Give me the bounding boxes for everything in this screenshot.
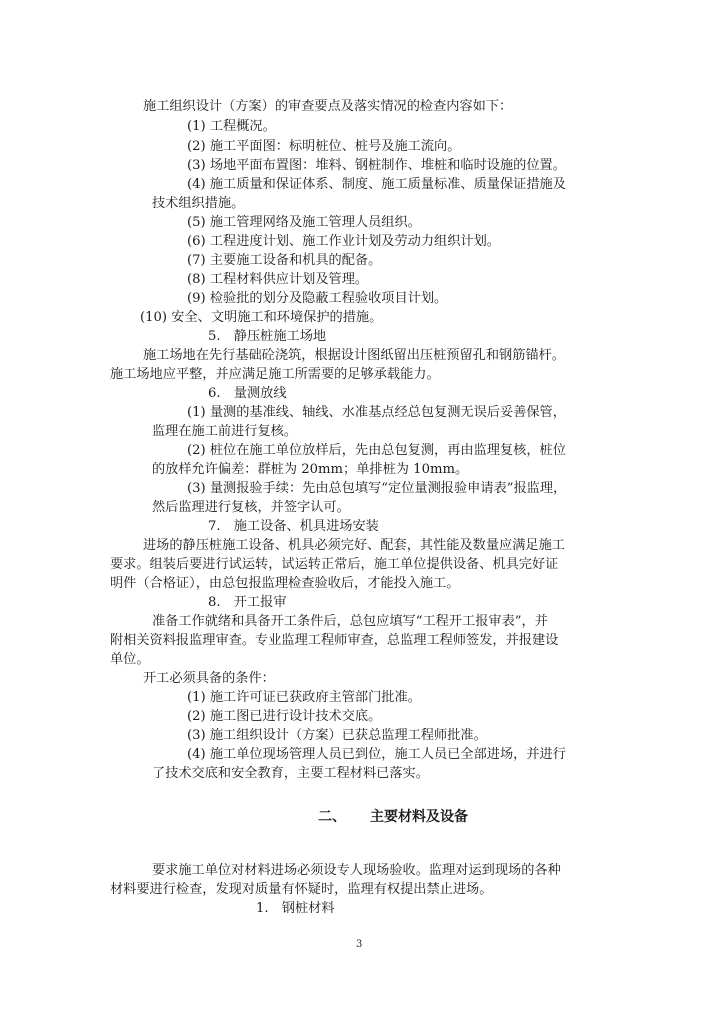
materials-line-2: 材料要进行检查，发现对质量有怀疑时，监理有权提出禁止进场。 xyxy=(110,882,493,897)
start-line-2: 附相关资料报监理审查。专业监理工程师审查，总监理工程师签发，并报建设 xyxy=(110,633,559,648)
review-item-5: (5) 施工管理网络及施工管理人员组织。 xyxy=(187,215,421,230)
equipment-line-1: 进场的静压桩施工设备、机具必须完好、配套，其性能及数量应满足施工 xyxy=(143,538,565,553)
section-2-title: 主要材料及设备 xyxy=(370,809,468,825)
survey-heading: 6. 量测放线 xyxy=(208,386,287,401)
site-heading: 5. 静压桩施工场地 xyxy=(208,329,327,344)
condition-item-2: (2) 施工图已进行设计技术交底。 xyxy=(187,709,382,724)
survey-line-1: (1) 量测的基准线、轴线、水准基点经总包复测无误后妥善保管， xyxy=(187,405,566,420)
review-item-6: (6) 工程进度计划、施工作业计划及劳动力组织计划。 xyxy=(187,234,500,249)
review-item-4: (4) 施工质量和保证体系、制度、施工质量标准、质量保证措施及 xyxy=(187,177,566,192)
review-item-7: (7) 主要施工设备和机具的配备。 xyxy=(187,253,382,268)
review-item-4-cont: 技术组织措施。 xyxy=(152,196,245,211)
review-item-2: (2) 施工平面图：标明桩位、桩号及施工流向。 xyxy=(187,139,461,154)
site-paragraph-line-1: 施工场地在先行基础砼浇筑，根据设计图纸留出压桩预留孔和钢筋锚杆。 xyxy=(143,348,565,363)
site-paragraph-line-2: 施工场地应平整，并应满足施工所需要的足够承载能力。 xyxy=(110,367,440,382)
survey-line-6: 然后监理进行复核，并签字认可。 xyxy=(152,500,350,515)
survey-line-3: (2) 桩位在施工单位放样后，先由总包复测，再由监理复核，桩位 xyxy=(187,443,566,458)
intro-paragraph: 施工组织设计（方案）的审查要点及落实情况的检查内容如下： xyxy=(143,99,513,114)
condition-item-1: (1) 施工许可证已获政府主管部门批准。 xyxy=(187,690,421,705)
start-line-3: 单位。 xyxy=(110,652,150,667)
review-item-8: (8) 工程材料供应计划及管理。 xyxy=(187,272,369,287)
condition-item-3: (3) 施工组织设计（方案）已获总监理工程师批准。 xyxy=(187,728,487,743)
review-item-3: (3) 场地平面布置图：堆料、钢桩制作、堆桩和临时设施的位置。 xyxy=(187,158,566,173)
start-heading: 8. 开工报审 xyxy=(208,595,287,610)
condition-item-4: (4) 施工单位现场管理人员已到位，施工人员已全部进场，并进行 xyxy=(187,747,566,762)
survey-line-2: 监理在施工前进行复核。 xyxy=(152,424,298,439)
conditions-intro: 开工必须具备的条件： xyxy=(143,671,275,686)
page-number: 3 xyxy=(356,939,363,950)
review-item-1: (1) 工程概况。 xyxy=(187,119,276,134)
section-2-number: 二、 xyxy=(318,809,346,825)
survey-line-4: 的放样允许偏差：群桩为 20mm；单排桩为 10mm。 xyxy=(152,462,469,477)
survey-line-5: (3) 量测报验手续：先由总包填写“定位量测报验申请表”报监理， xyxy=(187,481,567,496)
materials-line-1: 要求施工单位对材料进场必须设专人现场验收。监理对运到现场的各种 xyxy=(152,863,561,878)
condition-item-4-cont: 了技术交底和安全教育，主要工程材料已落实。 xyxy=(152,766,429,781)
materials-sub-heading: 1. 钢桩材料 xyxy=(256,901,335,916)
equipment-line-3: 明件（合格证），由总包报监理检查验收后，才能投入施工。 xyxy=(110,576,460,591)
review-item-10: (10) 安全、文明施工和环境保护的措施。 xyxy=(140,310,383,325)
equipment-line-2: 要求。组装后要进行试运转，试运转正常后，施工单位提供设备、机具完好证 xyxy=(110,557,559,572)
start-line-1: 准备工作就绪和具备开工条件后，总包应填写“工程开工报审表”，并 xyxy=(152,614,548,629)
equipment-heading: 7. 施工设备、机具进场安装 xyxy=(208,519,379,534)
review-item-9: (9) 检验批的划分及隐蔽工程验收项目计划。 xyxy=(187,291,448,306)
